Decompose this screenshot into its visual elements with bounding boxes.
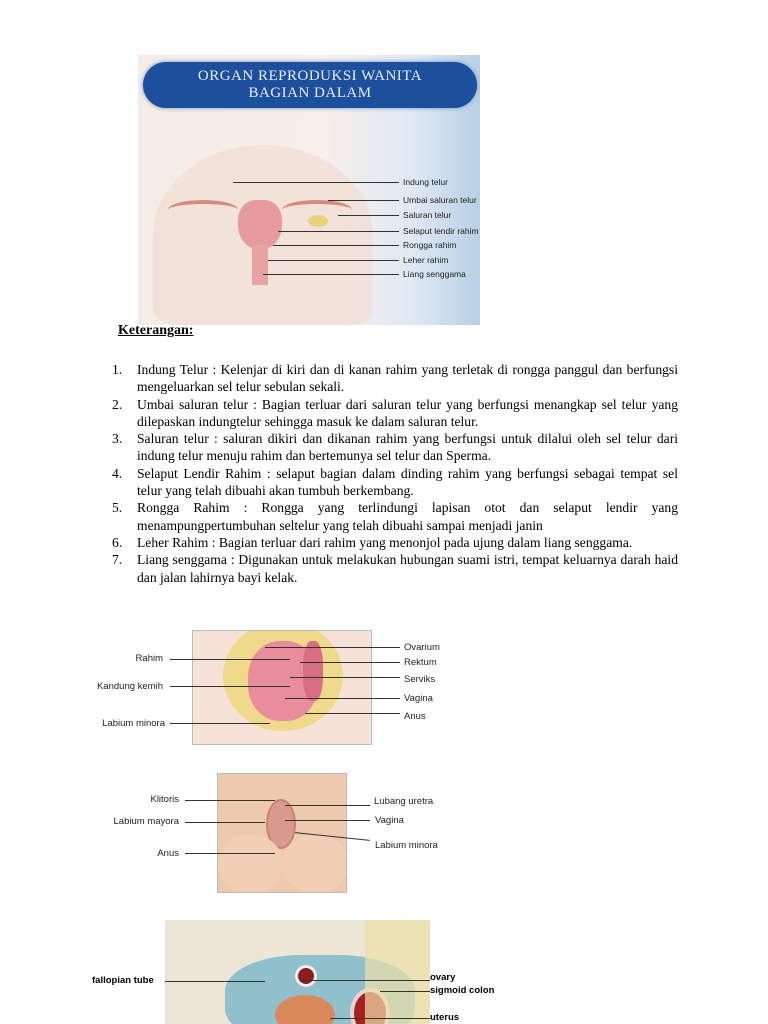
- label-saluran: Saluran telur: [403, 210, 452, 220]
- vagina-shape: [252, 245, 268, 285]
- label-indung-telur: Indung telur: [403, 177, 448, 187]
- label-umbai: Umbai saluran telur: [403, 195, 477, 205]
- label-labium-mayora: Labium mayora: [113, 816, 179, 827]
- uterus-shape: [238, 200, 282, 250]
- ovary-shape: [308, 215, 328, 227]
- label-rongga: Rongga rahim: [403, 240, 457, 250]
- label-vagina: Vagina: [404, 693, 433, 704]
- label-labium-minora: Labium minora: [102, 718, 165, 729]
- list-item: 1. Indung Telur : Kelenjar di kiri dan di kanan rahim yang terletak di rongga panggul dan berfungsi mengeluarkan sel telur sebulan sekali.: [112, 362, 678, 395]
- figure-external-view: [217, 773, 347, 893]
- label-fallopian-tube: fallopian tube: [92, 975, 154, 986]
- label-labium-minora-external: Labium minora: [375, 840, 438, 851]
- list-item: 2. Umbai saluran telur : Bagian terluar dari saluran telur yang berfungsi menangkap sel telur yang dilepaskan indungtelur sehingga masuk ke dalam saluran telur.: [112, 396, 678, 429]
- figure-title-banner: ORGAN REPRODUKSI WANITA BAGIAN DALAM: [143, 62, 477, 108]
- label-lubang-uretra: Lubang uretra: [374, 796, 434, 807]
- label-anus-external: Anus: [157, 848, 179, 859]
- label-klitoris: Klitoris: [150, 794, 179, 805]
- label-vagina-external: Vagina: [375, 815, 404, 826]
- section-heading: Keterangan:: [118, 323, 194, 338]
- figure-pelvic-section: [165, 920, 430, 1024]
- list-item: 5. Rongga Rahim : Rongga yang terlindungi lapisan otot dan selaput lendir yang menampungpertumbuhan seltelur yang telah dibuahi sampai menjadi janin: [112, 500, 678, 533]
- label-ovarium: Ovarium: [404, 642, 440, 653]
- label-uterus: uterus: [430, 1012, 460, 1023]
- label-kandung-kemih: Kandung kemih: [96, 681, 163, 692]
- label-serviks: Serviks: [404, 674, 436, 685]
- label-liang: Liang senggama: [403, 269, 466, 279]
- figure-internal-organs: [138, 55, 480, 325]
- label-sigmoid-colon: sigmoid colon: [430, 985, 495, 996]
- label-selaput: Selaput lendir rahim: [403, 226, 479, 236]
- label-leher: Leher rahim: [403, 255, 449, 265]
- description-list: [112, 361, 678, 586]
- list-item: 6. Leher Rahim : Bagian terluar dari rahim yang menonjol pada ujung dalam liang senggama.: [112, 534, 633, 550]
- label-ovary: ovary: [430, 972, 456, 983]
- label-rektum: Rektum: [404, 657, 437, 668]
- list-item: 3. Saluran telur : saluran dikiri dan dikanan rahim yang berfungsi untuk dilalui oleh sel telur dari indung telur menuju rahim dan bertemunya sel telur dan Sperma.: [112, 431, 678, 464]
- label-anus: Anus: [404, 711, 426, 722]
- list-item: 4. Selaput Lendir Rahim : selaput bagian dalam dinding rahim yang berfungsi sebagai tempat sel telur yang telah dibuahi akan tumbuh berkembang.: [112, 465, 678, 499]
- list-item: 7. Liang senggama : Digunakan untuk melakukan hubungan suami istri, tempat keluarnya darah haid dan jalan lahirnya bayi kelak.: [112, 552, 678, 585]
- left-tube: [168, 200, 238, 220]
- label-rahim: Rahim: [135, 653, 163, 664]
